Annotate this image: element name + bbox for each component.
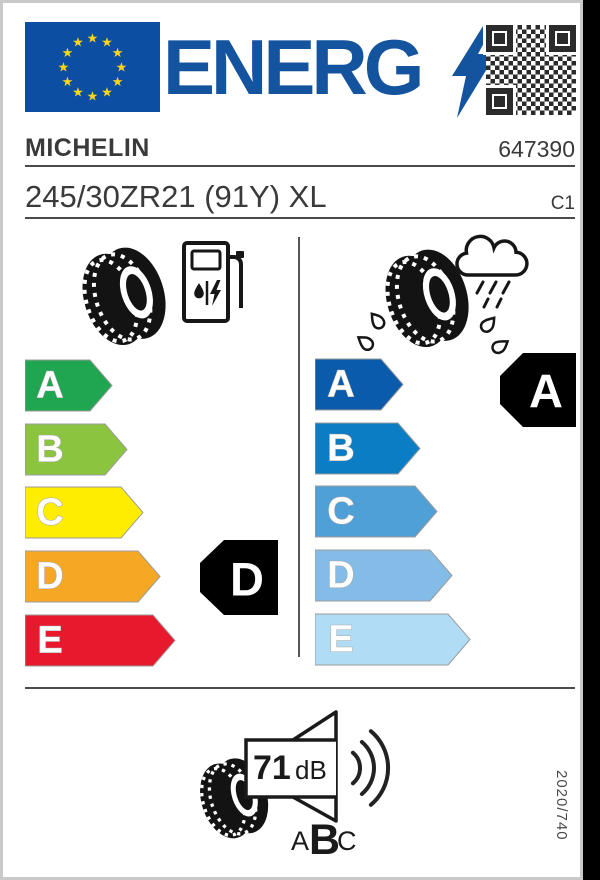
- svg-text:★: ★: [101, 84, 113, 100]
- svg-text:★: ★: [101, 34, 113, 50]
- fuel-pump-icon: [184, 243, 244, 321]
- eu-flag: [25, 22, 160, 112]
- svg-text:B: B: [36, 428, 64, 471]
- wet-rating-indicator: [500, 353, 576, 427]
- svg-text:★: ★: [61, 45, 74, 60]
- svg-text:D: D: [36, 555, 64, 598]
- fuel-grade-d: [25, 551, 160, 602]
- svg-text:★: ★: [72, 84, 84, 100]
- svg-text:B: B: [327, 427, 355, 470]
- fuel-grade-a: [25, 360, 112, 411]
- size-row: [25, 172, 575, 215]
- svg-text:★: ★: [72, 34, 84, 50]
- brand-name: MICHELIN: [25, 134, 150, 162]
- energy-logo-text: ENERG: [163, 23, 421, 111]
- wet-grade-d: [315, 550, 452, 601]
- black-strip: [583, 0, 600, 880]
- svg-text:A: A: [529, 364, 563, 418]
- wet-grip-icon: [355, 228, 540, 363]
- noise-class-a: A: [291, 826, 310, 856]
- qr-finder-icon: [486, 25, 513, 52]
- noise-unit: dB: [295, 755, 327, 785]
- brand-row: [25, 129, 575, 163]
- tire-icon: [78, 239, 177, 353]
- fuel-rating-indicator: [200, 540, 278, 615]
- svg-text:C: C: [327, 490, 355, 533]
- fuel-grade-b: [25, 424, 127, 475]
- sound-waves-icon: [353, 731, 388, 805]
- svg-text:★: ★: [115, 59, 128, 75]
- divider-line: [25, 687, 575, 689]
- noise-section: [158, 698, 458, 870]
- fuel-efficiency-scale: [25, 355, 185, 670]
- wet-grade-a: [315, 359, 403, 410]
- noise-class-b: B: [309, 816, 341, 864]
- svg-text:★: ★: [86, 88, 99, 104]
- wet-grade-c: [315, 486, 437, 537]
- svg-text:★: ★: [61, 74, 74, 89]
- fuel-grade-e: [25, 615, 175, 666]
- fuel-efficiency-icon: [78, 233, 246, 355]
- fuel-grade-c: [25, 487, 143, 538]
- wet-grade-b: [315, 423, 420, 474]
- svg-text:A: A: [327, 363, 355, 406]
- svg-text:A: A: [36, 364, 64, 407]
- svg-text:★: ★: [57, 59, 70, 75]
- noise-class-c: C: [337, 826, 357, 856]
- tire-class: C1: [550, 193, 575, 214]
- divider-line: [25, 165, 575, 167]
- svg-text:★: ★: [111, 45, 124, 60]
- svg-text:★: ★: [111, 74, 124, 89]
- regulation-text: 2020/740: [553, 770, 570, 841]
- type-identifier: 647390: [498, 136, 575, 162]
- svg-text:★: ★: [86, 30, 99, 46]
- noise-value: 71: [253, 749, 291, 787]
- tire-size: 245/30ZR21 (91Y) XL: [25, 179, 327, 214]
- svg-text:E: E: [37, 619, 63, 662]
- qr-code-icon: [486, 25, 576, 115]
- divider-line: [25, 217, 575, 219]
- qr-finder-icon: [549, 25, 576, 52]
- wet-grip-scale: [315, 353, 475, 668]
- svg-text:C: C: [36, 491, 64, 534]
- svg-text:D: D: [230, 552, 264, 606]
- wet-grade-e: [315, 614, 470, 665]
- svg-text:E: E: [328, 618, 354, 661]
- qr-finder-icon: [486, 88, 513, 115]
- scale-divider: [298, 237, 300, 657]
- svg-text:D: D: [327, 554, 355, 597]
